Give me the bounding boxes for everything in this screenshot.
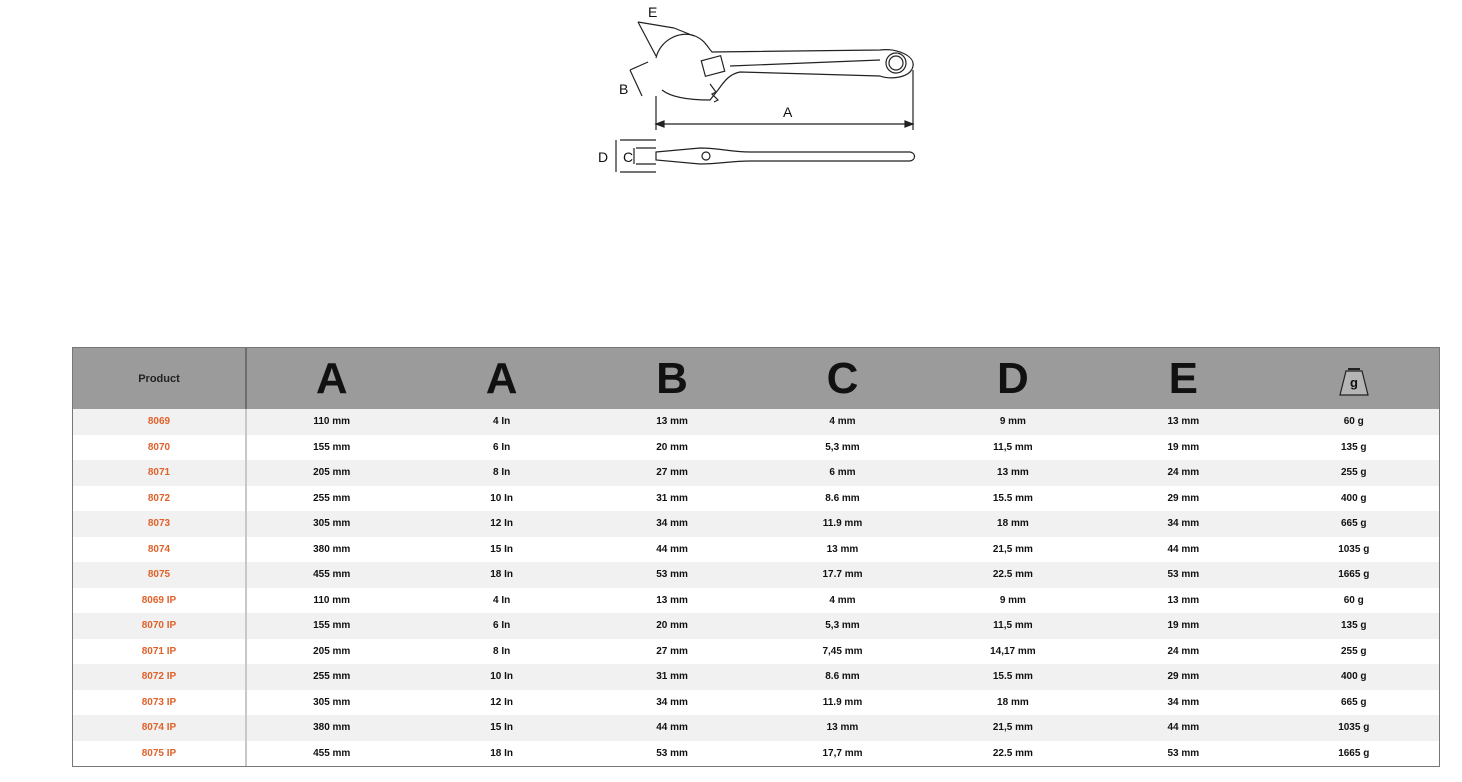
cell-c: 13 mm: [757, 537, 927, 563]
cell-product[interactable]: 8069 IP: [73, 588, 246, 614]
cell-b: 27 mm: [587, 460, 757, 486]
cell-c: 13 mm: [757, 715, 927, 741]
cell-a-mm: 155 mm: [246, 435, 416, 461]
cell-e: 34 mm: [1098, 690, 1268, 716]
header-b: B: [587, 348, 757, 409]
header-product: Product: [73, 348, 246, 409]
cell-a-in: 15 In: [416, 537, 586, 563]
cell-e: 13 mm: [1098, 409, 1268, 435]
cell-a-in: 8 In: [416, 639, 586, 665]
cell-a-mm: 155 mm: [246, 613, 416, 639]
cell-b: 34 mm: [587, 511, 757, 537]
cell-a-in: 18 In: [416, 562, 586, 588]
cell-b: 34 mm: [587, 690, 757, 716]
cell-e: 34 mm: [1098, 511, 1268, 537]
cell-weight: 60 g: [1269, 409, 1439, 435]
label-b: B: [619, 81, 629, 97]
label-d: D: [598, 149, 609, 165]
cell-c: 4 mm: [757, 588, 927, 614]
table-row: [73, 613, 1439, 639]
cell-d: 13 mm: [928, 460, 1098, 486]
cell-b: 53 mm: [587, 741, 757, 767]
table-row: [73, 460, 1439, 486]
cell-d: 11,5 mm: [928, 435, 1098, 461]
cell-d: 22.5 mm: [928, 562, 1098, 588]
cell-weight: 1035 g: [1269, 537, 1439, 563]
specification-table: [72, 347, 1440, 767]
cell-b: 31 mm: [587, 664, 757, 690]
cell-d: 9 mm: [928, 409, 1098, 435]
cell-d: 21,5 mm: [928, 715, 1098, 741]
table-row: [73, 435, 1439, 461]
table-body: [73, 409, 1439, 766]
table-row: [73, 537, 1439, 563]
cell-c: 7,45 mm: [757, 639, 927, 665]
cell-d: 15.5 mm: [928, 486, 1098, 512]
cell-a-in: 6 In: [416, 435, 586, 461]
cell-a-in: 10 In: [416, 486, 586, 512]
cell-c: 11.9 mm: [757, 511, 927, 537]
cell-product[interactable]: 8073 IP: [73, 690, 246, 716]
cell-e: 44 mm: [1098, 715, 1268, 741]
cell-weight: 665 g: [1269, 690, 1439, 716]
cell-e: 29 mm: [1098, 486, 1268, 512]
cell-a-in: 6 In: [416, 613, 586, 639]
header-d: D: [928, 348, 1098, 409]
weight-icon: [1338, 364, 1370, 398]
header-a-mm: A: [246, 348, 416, 409]
table-row: [73, 409, 1439, 435]
cell-b: 27 mm: [587, 639, 757, 665]
cell-d: 18 mm: [928, 690, 1098, 716]
table-row: [73, 511, 1439, 537]
cell-d: 11,5 mm: [928, 613, 1098, 639]
cell-a-mm: 110 mm: [246, 409, 416, 435]
table-row: [73, 741, 1439, 767]
cell-b: 13 mm: [587, 409, 757, 435]
cell-weight: 1665 g: [1269, 562, 1439, 588]
wrench-diagram: [590, 0, 925, 185]
cell-a-mm: 305 mm: [246, 511, 416, 537]
wrench-dimension-drawing: [590, 0, 925, 185]
cell-c: 5,3 mm: [757, 435, 927, 461]
cell-a-mm: 380 mm: [246, 715, 416, 741]
cell-b: 20 mm: [587, 613, 757, 639]
cell-a-in: 10 In: [416, 664, 586, 690]
cell-e: 13 mm: [1098, 588, 1268, 614]
cell-c: 8.6 mm: [757, 486, 927, 512]
header-c: C: [757, 348, 927, 409]
cell-a-in: 4 In: [416, 588, 586, 614]
cell-a-mm: 110 mm: [246, 588, 416, 614]
cell-c: 11.9 mm: [757, 690, 927, 716]
cell-weight: 665 g: [1269, 511, 1439, 537]
cell-a-mm: 380 mm: [246, 537, 416, 563]
cell-a-in: 8 In: [416, 460, 586, 486]
cell-e: 24 mm: [1098, 460, 1268, 486]
cell-weight: 255 g: [1269, 460, 1439, 486]
cell-d: 15.5 mm: [928, 664, 1098, 690]
cell-b: 44 mm: [587, 715, 757, 741]
cell-weight: 400 g: [1269, 664, 1439, 690]
cell-b: 53 mm: [587, 562, 757, 588]
cell-e: 29 mm: [1098, 664, 1268, 690]
table-row: [73, 486, 1439, 512]
cell-b: 20 mm: [587, 435, 757, 461]
cell-a-mm: 305 mm: [246, 690, 416, 716]
cell-weight: 1665 g: [1269, 741, 1439, 767]
cell-product[interactable]: 8071 IP: [73, 639, 246, 665]
cell-e: 19 mm: [1098, 435, 1268, 461]
table-row: [73, 562, 1439, 588]
cell-d: 22.5 mm: [928, 741, 1098, 767]
cell-d: 18 mm: [928, 511, 1098, 537]
cell-product[interactable]: 8072: [73, 486, 246, 512]
table-row: [73, 715, 1439, 741]
cell-product[interactable]: 8075 IP: [73, 741, 246, 767]
cell-c: 17.7 mm: [757, 562, 927, 588]
table-row: [73, 664, 1439, 690]
cell-weight: 400 g: [1269, 486, 1439, 512]
cell-b: 44 mm: [587, 537, 757, 563]
header-a-in: A: [416, 348, 586, 409]
cell-a-mm: 255 mm: [246, 664, 416, 690]
cell-a-mm: 205 mm: [246, 639, 416, 665]
cell-c: 5,3 mm: [757, 613, 927, 639]
cell-c: 17,7 mm: [757, 741, 927, 767]
cell-c: 4 mm: [757, 409, 927, 435]
label-c: C: [623, 149, 634, 165]
header-weight: [1269, 348, 1439, 409]
label-a: A: [783, 104, 793, 120]
cell-product[interactable]: 8072 IP: [73, 664, 246, 690]
cell-a-mm: 255 mm: [246, 486, 416, 512]
cell-d: 21,5 mm: [928, 537, 1098, 563]
cell-product[interactable]: 8071: [73, 460, 246, 486]
cell-weight: 1035 g: [1269, 715, 1439, 741]
cell-a-mm: 455 mm: [246, 741, 416, 767]
cell-weight: 255 g: [1269, 639, 1439, 665]
cell-e: 53 mm: [1098, 741, 1268, 767]
cell-a-mm: 455 mm: [246, 562, 416, 588]
cell-weight: 135 g: [1269, 435, 1439, 461]
cell-product[interactable]: 8069: [73, 409, 246, 435]
cell-e: 53 mm: [1098, 562, 1268, 588]
cell-b: 31 mm: [587, 486, 757, 512]
cell-product[interactable]: 8073: [73, 511, 246, 537]
cell-product[interactable]: 8070: [73, 435, 246, 461]
cell-c: 8.6 mm: [757, 664, 927, 690]
cell-e: 19 mm: [1098, 613, 1268, 639]
cell-weight: 135 g: [1269, 613, 1439, 639]
table-row: [73, 690, 1439, 716]
header-e: E: [1098, 348, 1268, 409]
cell-a-in: 15 In: [416, 715, 586, 741]
table-row: [73, 639, 1439, 665]
cell-a-mm: 205 mm: [246, 460, 416, 486]
cell-e: 44 mm: [1098, 537, 1268, 563]
cell-weight: 60 g: [1269, 588, 1439, 614]
cell-d: 14,17 mm: [928, 639, 1098, 665]
cell-a-in: 4 In: [416, 409, 586, 435]
weight-icon-label: g: [1349, 374, 1358, 390]
cell-product[interactable]: 8075: [73, 562, 246, 588]
cell-product[interactable]: 8074: [73, 537, 246, 563]
cell-product[interactable]: 8070 IP: [73, 613, 246, 639]
cell-c: 6 mm: [757, 460, 927, 486]
cell-a-in: 12 In: [416, 690, 586, 716]
table-row: [73, 588, 1439, 614]
cell-b: 13 mm: [587, 588, 757, 614]
cell-d: 9 mm: [928, 588, 1098, 614]
label-e: E: [648, 4, 658, 20]
cell-a-in: 18 In: [416, 741, 586, 767]
cell-product[interactable]: 8074 IP: [73, 715, 246, 741]
cell-a-in: 12 In: [416, 511, 586, 537]
cell-e: 24 mm: [1098, 639, 1268, 665]
table-header-row: [73, 348, 1439, 409]
